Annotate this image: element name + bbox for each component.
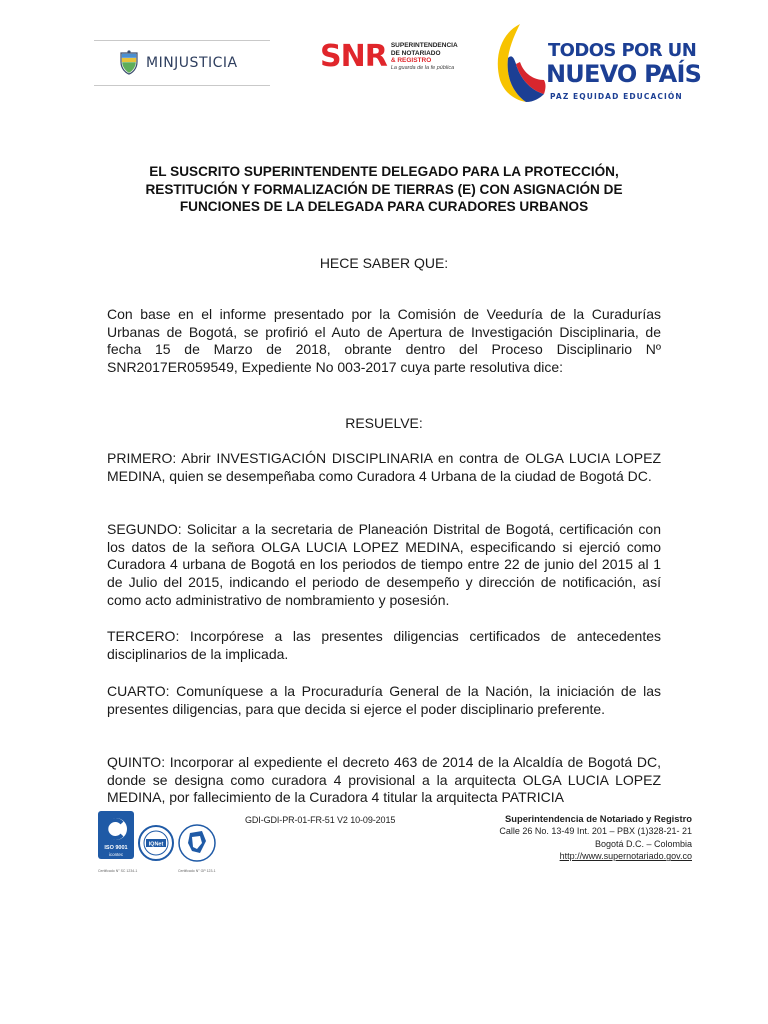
iqnet-icon xyxy=(138,825,174,861)
tercero-paragraph: TERCERO: Incorpórese a las presentes diligencias certificados de antecedentes disciplinarios de la implicada. xyxy=(107,628,661,662)
hece-saber-heading: HECE SABER QUE: xyxy=(319,255,449,271)
minjusticia-logo xyxy=(94,40,270,86)
todos-por-un-nuevo-pais-logo xyxy=(490,18,702,108)
footer-organization: Superintendencia de Notariado y Registro xyxy=(504,813,692,824)
website-link[interactable]: http://www.supernotariado.gov.co xyxy=(559,851,692,862)
cuarto-paragraph: CUARTO: Comuníquese a la Procuraduría General de la Nación, la iniciación de las presentes diligencias, para que decida si ejerce el poder disciplinario preferente. xyxy=(107,683,661,717)
iso-9001-icon xyxy=(98,811,134,866)
iso-label: ISO 9001 xyxy=(104,845,128,851)
snr-logo xyxy=(320,39,458,84)
tricolor-swoosh-icon xyxy=(490,18,546,104)
document-title xyxy=(107,163,661,216)
title-line-1: EL SUSCRITO SUPERINTENDENTE DELEGADO PARA LA PROTECCIÓN, xyxy=(149,164,619,179)
footer-city: Bogotá D.C. – Colombia xyxy=(594,838,692,849)
minjusticia-label: MINJUSTICIA xyxy=(146,55,238,71)
icontec-label: icontec xyxy=(108,852,124,857)
tpnp-line-3: PAZ EQUIDAD EDUCACIÓN xyxy=(550,92,683,101)
cert-number-1: Certificado N° SC 1234-1 xyxy=(98,869,138,873)
title-line-2: RESTITUCIÓN Y FORMALIZACIÓN DE TIERRAS (E) CON ASIGNACIÓN DE xyxy=(145,181,623,197)
certification-seal-icon xyxy=(178,823,216,863)
cert-number-2: Certificado N° GP 123-1 xyxy=(178,869,216,873)
quinto-paragraph: QUINTO: Incorporar al expediente el decreto 463 de 2014 de la Alcaldía de Bogotá DC, donde se designa como curadora 4 provisional a la arquitecta OLGA LUCIA LOPEZ MEDINA, por fallecimiento de la Curadora 4 titular la arquitecta PATRICIA xyxy=(107,754,661,806)
snr-line-3: & REGISTRO xyxy=(390,57,432,64)
intro-paragraph: Con base en el informe presentado por la Comisión de Veeduría de la Curadurías Urbanas de Bogotá, se profirió el Auto de Apertura de Investigación Disciplinaria, de fecha 15 de Marzo de 2018, obrante dentro del Proceso Disciplinario Nº SNR2017ER059549, Expediente No 003-2017 cuya parte resolutiva dice: xyxy=(107,306,661,376)
snr-line-1: SUPERINTENDENCIA xyxy=(390,42,458,49)
footer-street-address: Calle 26 No. 13-49 Int. 201 – PBX (1)328-21- 21 xyxy=(499,826,692,837)
title-line-3: FUNCIONES DE LA DELEGADA PARA CURADORES URBANOS xyxy=(179,199,589,214)
certification-logos xyxy=(98,811,218,877)
footer-address-block xyxy=(499,813,692,863)
snr-line-2: DE NOTARIADO xyxy=(390,49,441,57)
segundo-paragraph: SEGUNDO: Solicitar a la secretaria de Planeación Distrital de Bogotá, certificación con los datos de la señora OLGA LUCIA LOPEZ MEDINA, especificando si ejerció como Curadora 4 urbana de Bogotá en los periodos de tiempo entre 22 de junio del 2015 al 1 de Julio del 2015, indicando el periodo de desempeño y dirección de notificación, así como acto administrativo de nombramiento y posesión. xyxy=(107,521,661,608)
colombia-coat-of-arms-icon xyxy=(118,50,140,76)
snr-letters: SNR xyxy=(320,39,387,74)
tpnp-line-1: TODOS POR UN xyxy=(548,40,697,61)
snr-tagline: La guarda de la fe pública xyxy=(390,64,455,71)
tpnp-line-2: NUEVO PAÍS xyxy=(546,60,702,88)
page-header xyxy=(0,10,768,110)
primero-paragraph: PRIMERO: Abrir INVESTIGACIÓN DISCIPLINARIA en contra de OLGA LUCIA LOPEZ MEDINA, quien se desempeñaba como Curadora 4 Urbana de la ciudad de Bogotá DC. xyxy=(107,450,661,484)
document-reference-code: GDI-GDI-PR-01-FR-51 V2 10-09-2015 xyxy=(245,815,396,825)
iqnet-label: IQNet xyxy=(148,841,164,848)
resuelve-heading: RESUELVE: xyxy=(345,415,423,431)
snr-subtitle xyxy=(391,42,458,72)
